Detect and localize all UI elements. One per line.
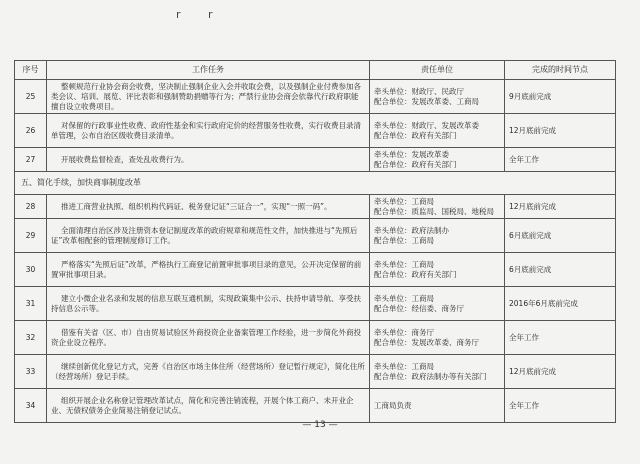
coop-unit: 配合单位：经信委、商务厅 [374, 303, 464, 313]
table-row [15, 253, 616, 287]
row-task: 推进工商营业执照、组织机构代码证、税务登记证“三证合一”，实现“一照一码”。 [47, 195, 370, 219]
page-number: — 13 — [302, 420, 338, 430]
table-row [15, 114, 616, 148]
table-row [15, 219, 616, 253]
lead-unit: 牵头单位：商务厅 [374, 327, 434, 337]
row-num: 29 [15, 219, 47, 253]
row-time: 全年工作 [505, 389, 616, 423]
coop-unit: 配合单位：政府有关部门 [374, 269, 457, 279]
table-header-row [15, 61, 616, 80]
row-task: 继续创新优化登记方式，完善《自治区市场主体住所（经营场所）登记暂行规定》，简化住所（经营场所）登记手续。 [47, 355, 370, 389]
coop-unit: 配合单位：政府法制办等有关部门 [374, 371, 487, 381]
row-num: 25 [15, 80, 47, 114]
table-row [15, 80, 616, 114]
row-time: 12月底前完成 [505, 114, 616, 148]
lead-unit: 牵头单位：财政厅、发展改革委 [374, 120, 479, 130]
row-num: 34 [15, 389, 47, 423]
binding-mark-right: r [208, 8, 213, 21]
header-task: 工作任务 [47, 61, 370, 80]
row-unit [370, 80, 505, 114]
row-unit [370, 355, 505, 389]
coop-unit: 配合单位：政府有关部门 [374, 130, 457, 140]
table-row [15, 148, 616, 172]
row-num: 31 [15, 287, 47, 321]
row-task: 严格落实“先照后证”改革，严格执行工商登记前置审批事项目录的意见，公开决定保留的前置审批事项目录。 [47, 253, 370, 287]
header-unit: 责任单位 [370, 61, 505, 80]
row-unit [370, 148, 505, 172]
table-row [15, 321, 616, 355]
row-unit [370, 287, 505, 321]
table-row [15, 287, 616, 321]
lead-unit: 牵头单位：工商局 [374, 259, 434, 269]
coop-unit: 配合单位：质监局、国税局、地税局 [374, 206, 494, 216]
table-row [15, 355, 616, 389]
row-task: 全面清理自治区涉及注册资本登记制度改革的政府规章和规范性文件，加快推进与“先照后证”改革相配套的管理制度修订工作。 [47, 219, 370, 253]
row-unit [370, 219, 505, 253]
binding-mark-left: r [176, 8, 181, 21]
header-num: 序号 [15, 61, 47, 80]
row-time: 全年工作 [505, 321, 616, 355]
task-table [14, 60, 616, 423]
lead-unit: 牵头单位：工商局 [374, 196, 434, 206]
coop-unit: 配合单位：工商局 [374, 235, 434, 245]
lead-unit: 牵头单位：财政厅、民政厅 [374, 86, 464, 96]
section-row [15, 172, 616, 195]
table-row [15, 195, 616, 219]
row-task: 整顿规范行业协会商会收费，坚决制止强制企业入会并收取会费，以及强制企业付费参加各类会议、培训、展览、评比表彰和强制赞助捐赠等行为；严禁行业协会商会依靠代行政府职能擅自设立收费项目。 [47, 80, 370, 114]
lead-unit: 牵头单位：工商局 [374, 293, 434, 303]
row-num: 28 [15, 195, 47, 219]
row-unit [370, 389, 505, 423]
row-task: 对保留的行政事业性收费、政府性基金和实行政府定价的经营服务性收费，实行收费目录清单管理，公布自治区级收费目录清单。 [47, 114, 370, 148]
row-task: 开展收费监督检查，查处乱收费行为。 [47, 148, 370, 172]
row-time: 6月底前完成 [505, 253, 616, 287]
row-task: 组织开展企业名称登记管理改革试点，简化和完善注销流程，开展个体工商户、未开业企业、无债权债务企业简易注销登记试点。 [47, 389, 370, 423]
row-time: 6月底前完成 [505, 219, 616, 253]
header-time: 完成的时间节点 [505, 61, 616, 80]
row-num: 30 [15, 253, 47, 287]
coop-unit: 配合单位：政府有关部门 [374, 159, 457, 169]
row-unit [370, 253, 505, 287]
row-unit [370, 321, 505, 355]
lead-unit: 牵头单位：政府法制办 [374, 225, 449, 235]
row-time: 12月底前完成 [505, 195, 616, 219]
row-time: 9月底前完成 [505, 80, 616, 114]
row-time: 2016年6月底前完成 [505, 287, 616, 321]
row-num: 27 [15, 148, 47, 172]
lead-unit: 牵头单位：工商局 [374, 361, 434, 371]
row-task: 借鉴有关省（区、市）自由贸易试验区外商投资企业备案管理工作经验，进一步简化外商投资企业设立程序。 [47, 321, 370, 355]
row-num: 33 [15, 355, 47, 389]
coop-unit: 配合单位：发展改革委、工商局 [374, 96, 479, 106]
row-time: 全年工作 [505, 148, 616, 172]
row-time: 12月底前完成 [505, 355, 616, 389]
lead-unit: 工商局负责 [374, 400, 412, 410]
row-task: 建立小微企业名录和发展的信息互联互通机制，实现政策集中公示、扶持申请导航、享受扶持信息公示等。 [47, 287, 370, 321]
row-num: 26 [15, 114, 47, 148]
row-num: 32 [15, 321, 47, 355]
binding-marks [0, 8, 640, 22]
coop-unit: 配合单位：发展改革委、商务厅 [374, 337, 479, 347]
lead-unit: 牵头单位：发展改革委 [374, 149, 449, 159]
row-unit [370, 195, 505, 219]
section-heading: 五、简化手续，加快商事制度改革 [15, 172, 616, 195]
row-unit [370, 114, 505, 148]
table-row [15, 389, 616, 423]
